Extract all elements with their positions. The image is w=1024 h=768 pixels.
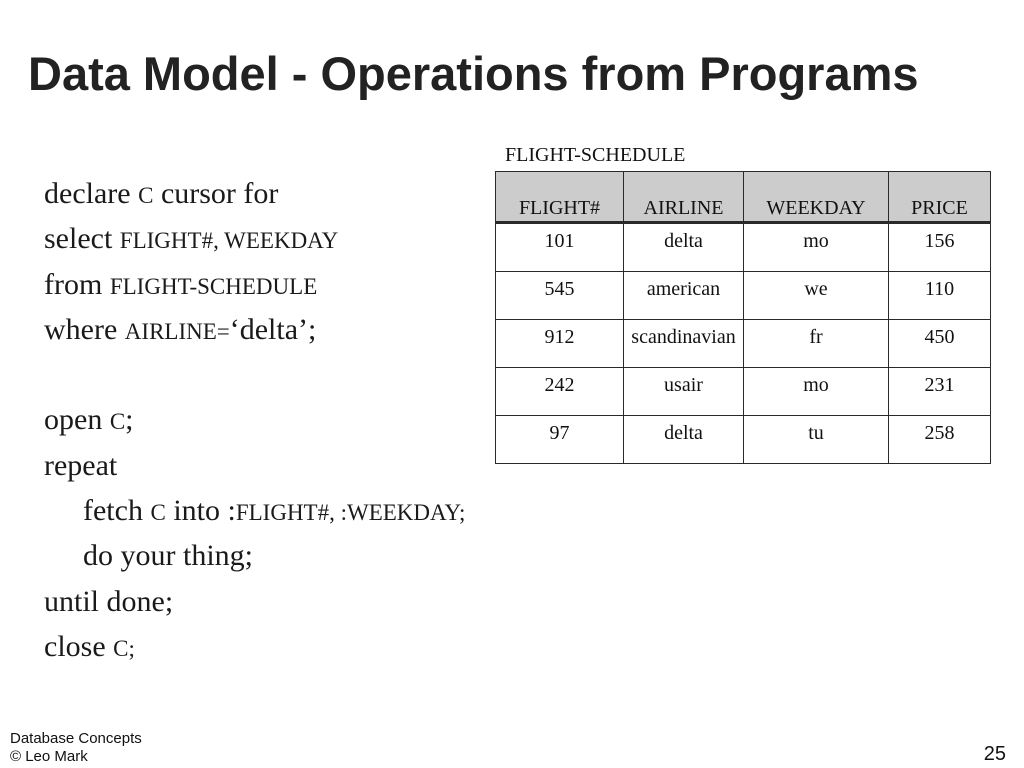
table-cell: 156 (889, 223, 991, 272)
code-keyword-text: ; (125, 403, 134, 437)
cursor-code-block (44, 171, 465, 669)
code-keyword-text: select (44, 222, 120, 256)
code-keyword-text: from (44, 267, 110, 301)
table-cell: 97 (496, 416, 624, 464)
table-body (496, 223, 991, 464)
footer (10, 730, 142, 766)
table-row (496, 320, 991, 368)
table-cell: 110 (889, 272, 991, 320)
table-cell: scandinavian (624, 320, 744, 368)
code-line (44, 443, 465, 488)
code-identifier: FLIGHT#, WEEKDAY (119, 228, 339, 254)
table-cell: mo (744, 368, 889, 416)
table-cell: usair (624, 368, 744, 416)
code-keyword-text: where (44, 312, 125, 346)
table-row (496, 223, 991, 272)
slide-title: Data Model - Operations from Programs (28, 47, 919, 100)
code-identifier: C (150, 500, 166, 526)
code-keyword-text: ‘delta’; (229, 312, 317, 346)
code-line (44, 262, 465, 307)
code-line (44, 579, 465, 624)
column-header: AIRLINE (624, 172, 744, 223)
code-identifier: C (138, 183, 154, 208)
table-cell: mo (744, 223, 889, 272)
code-line (44, 488, 465, 533)
code-keyword-text: open (44, 403, 110, 437)
code-keyword-text: until done; (44, 584, 174, 618)
code-blank-line (44, 352, 465, 397)
footer-copyright: © Leo Mark (10, 748, 88, 765)
table-cell: 258 (889, 416, 991, 464)
table-cell: tu (744, 416, 889, 464)
code-line (44, 216, 465, 261)
flight-schedule-table (495, 171, 991, 464)
table-row (496, 368, 991, 416)
code-keyword-text: repeat (44, 448, 118, 482)
table-cell: 912 (496, 320, 624, 368)
table-row (496, 272, 991, 320)
code-line (44, 624, 465, 669)
column-header: WEEKDAY (744, 172, 889, 223)
code-keyword-text: cursor for (153, 177, 279, 210)
table-cell: 450 (889, 320, 991, 368)
table-cell: delta (624, 416, 744, 464)
code-keyword-text: declare (44, 177, 139, 210)
table-cell: 242 (496, 368, 624, 416)
code-identifier: FLIGHT-SCHEDULE (109, 273, 318, 299)
code-keyword-text: close (44, 629, 114, 663)
code-identifier: FLIGHT#, :WEEKDAY; (235, 500, 466, 526)
table-cell: 545 (496, 272, 624, 320)
code-identifier: AIRLINE= (124, 318, 230, 344)
code-keyword-text: fetch (83, 494, 151, 528)
table-cell: 101 (496, 223, 624, 272)
code-keyword-text: into : (165, 494, 236, 528)
table-cell: fr (744, 320, 889, 368)
column-header: FLIGHT# (496, 172, 624, 223)
table-caption: FLIGHT-SCHEDULE (505, 144, 686, 166)
table-cell: american (624, 272, 744, 320)
table-cell: 231 (889, 368, 991, 416)
code-keyword-text: do your thing; (83, 539, 253, 573)
code-identifier: C (109, 409, 126, 435)
table-row (496, 416, 991, 464)
table-cell: we (744, 272, 889, 320)
table-cell: delta (624, 223, 744, 272)
code-line (44, 397, 465, 442)
code-line (44, 171, 465, 216)
footer-course: Database Concepts (10, 730, 142, 747)
code-identifier: C (113, 635, 129, 661)
table-header-row (496, 172, 991, 223)
code-line (44, 533, 465, 578)
column-header: PRICE (889, 172, 991, 223)
code-line (44, 307, 465, 352)
code-identifier: ; (128, 635, 135, 661)
page-number: 25 (983, 743, 1006, 765)
